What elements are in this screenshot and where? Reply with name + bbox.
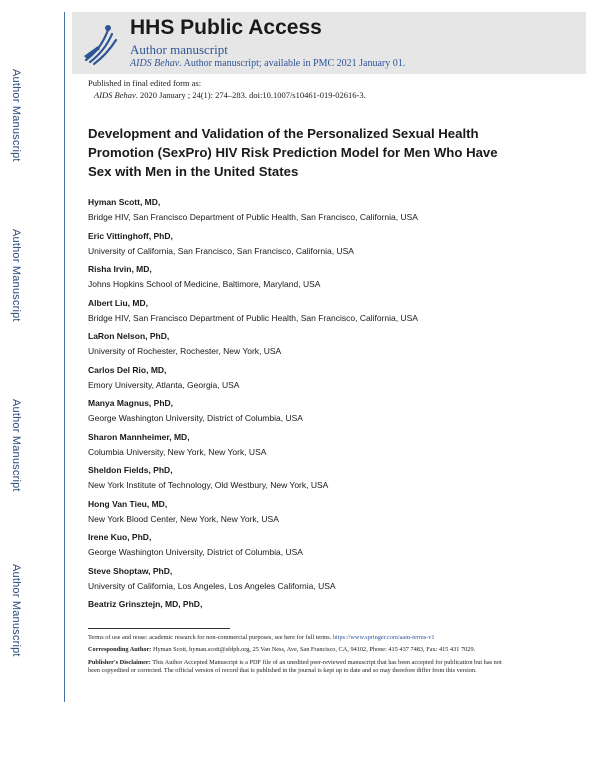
author-name: Risha Irvin, MD, [88,264,152,274]
author-name-text: Albert Liu, MD [88,297,146,308]
banner-availability [130,58,405,69]
author-name-text: LaRon Nelson, PhD [88,331,167,341]
author-name: LaRon Nelson, PhD, [88,331,170,341]
author-name-text: Carlos Del Rio, MD [88,364,165,375]
corresponding-label: Corresponding Author: [88,646,152,654]
banner-availability-text: . Author manuscript; available in PMC 2021 January 01. [179,58,406,69]
author-name-text: Manya Magnus, PhD [88,398,171,408]
footnote-divider [88,628,230,629]
author-entry [88,531,588,565]
margin-rule [64,12,65,702]
banner-subtitle: Author manuscript [130,42,228,57]
author-affiliation: University of Rochester, Rochester, New York, USA [88,346,282,356]
author-entry [88,598,588,632]
author-name: Irene Kuo, PhD, [88,532,152,542]
corresponding-footnote [88,646,508,654]
author-affiliation: Columbia University, New York, New York, USA [88,446,267,457]
author-affiliation: New York Institute of Technology, Old Westbury, New York, USA [88,480,329,490]
author-entry [88,364,588,398]
author-name: Hong Van Tieu, MD, [88,498,168,509]
author-name-text: Eric Vittinghoff, PhD [88,230,171,241]
author-name: Sharon Mannheimer, MD, [88,431,190,442]
author-name-text: Irene Kuo, PhD [88,532,149,542]
terms-link[interactable]: https://www.springer.com/aam-terms-v1 [332,634,435,641]
author-name: Hyman Scott, MD, [88,197,161,207]
sidebar-author-manuscript-label: Author Manuscript [10,68,22,162]
author-affiliation: University of California, Los Angeles, Los Angeles California, USA [88,580,336,591]
disclaimer-label: Publisher's Disclaimer: [88,658,151,666]
hhs-banner [72,12,586,74]
author-name-text: Sheldon Fields, PhD [88,465,171,475]
disclaimer-text: This Author Accepted Manuscript is a PDF file of an unedited peer-reviewed manuscript that has been accepted for publication but has not been copyedited or corrected. The official version of record that is published in the journal is kept up to date and so may therefore differ from this version. [88,658,502,674]
author-name-text: Hyman Scott, MD [88,197,158,207]
author-name-text: Steve Shoptaw, PhD [88,565,170,576]
banner-journal: AIDS Behav [130,58,180,69]
author-name: Sheldon Fields, PhD, [88,465,173,475]
author-entry [88,230,588,264]
author-entry [88,263,588,297]
author-affiliation: Emory University, Atlanta, Georgia, USA [88,379,240,390]
citation-journal: AIDS Behav [94,90,136,100]
author-affiliation: University of California, San Francisco, San Francisco, California, USA [88,245,354,256]
author-entry [88,431,588,465]
published-line: Published in final edited form as: [88,78,202,88]
author-affiliation: Bridge HIV, San Francisco Department of Public Health, San Francisco, California, USA [88,312,418,323]
author-entry [88,565,588,599]
author-entry [88,196,588,230]
author-name: Carlos Del Rio, MD, [88,364,167,375]
author-affiliation: New York Blood Center, New York, New York, USA [88,513,279,524]
author-name: Beatriz Grinsztejn, MD, PhD, [88,599,203,609]
author-name: Eric Vittinghoff, PhD, [88,230,173,241]
citation-text: . 2020 January ; 24(1): 274–283. doi:10.1007/s10461-019-02616-3. [135,90,366,100]
footnotes [88,634,508,679]
hhs-eagle-logo-icon [78,16,122,70]
terms-text: Terms of use and reuse: academic research for non-commercial purposes, see here for full terms. [88,634,333,641]
author-entry [88,498,588,532]
author-affiliation: George Washington University, District of Columbia, USA [88,547,303,557]
author-affiliation: Johns Hopkins School of Medicine, Baltimore, Maryland, USA [88,279,321,289]
banner-title: HHS Public Access [130,16,322,39]
sidebar-author-manuscript-label: Author Manuscript [10,563,22,657]
author-entry [88,297,588,331]
author-name-text: Risha Irvin, MD [88,264,150,274]
corresponding-text: Hyman Scott, hyman.scott@sfdph.org, 25 Van Ness, Ave, San Francisco, CA, 94102, Phone: 415 437 7483, Fax: 415 431 7029. [151,646,476,654]
citation [88,89,366,101]
author-name: Steve Shoptaw, PhD, [88,565,173,576]
article-title: Development and Validation of the Personalized Sexual Health Promotion (SexPro) HIV Risk Prediction Model for Men Who Have Sex with Men in the United States [88,126,498,179]
author-name: Albert Liu, MD, [88,297,148,308]
author-entry [88,330,588,364]
author-name-text: Hong Van Tieu, MD [88,498,165,509]
author-name-text: Sharon Mannheimer, MD [88,431,188,442]
sidebar-author-manuscript-label: Author Manuscript [10,398,22,492]
author-name-text: Beatriz Grinsztejn, MD, PhD [88,599,200,609]
publication-info [88,77,366,101]
author-list [88,196,588,632]
author-affiliation: Bridge HIV, San Francisco Department of Public Health, San Francisco, California, USA [88,212,418,222]
author-name: Manya Magnus, PhD, [88,398,174,408]
author-entry [88,464,588,498]
author-entry [88,397,588,431]
disclaimer-footnote [88,659,508,676]
author-affiliation: George Washington University, District of Columbia, USA [88,413,303,423]
sidebar-author-manuscript-label: Author Manuscript [10,228,22,322]
terms-footnote [88,634,508,642]
